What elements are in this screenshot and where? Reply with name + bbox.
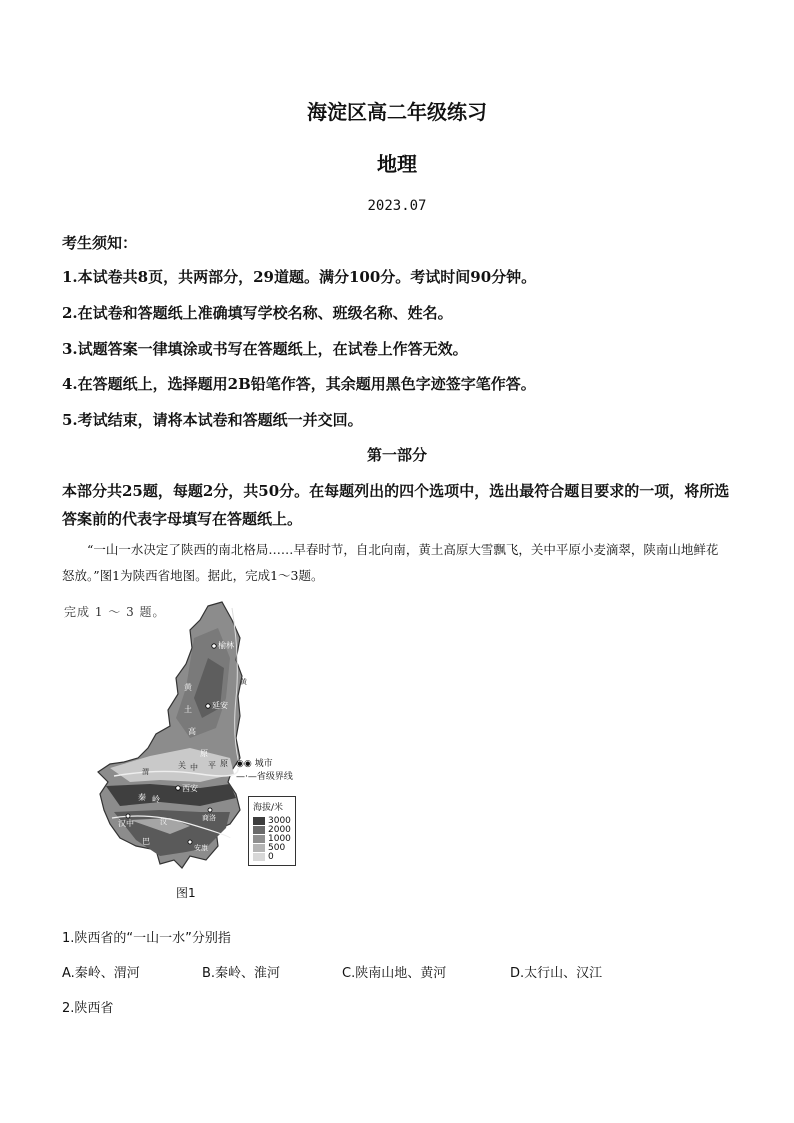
label-river-huang: 黄 [240,678,247,686]
city-symbol-icon: ◉◉ [236,759,252,769]
label-ling: 岭 [152,795,160,804]
label-ankang: 安康 [194,844,208,852]
city-yanan-marker [206,704,210,708]
label-huang: 黄 [184,683,192,692]
city-shangluo-marker [208,808,212,812]
notice-item: 5.考试结束，请将本试卷和答题纸一并交回。 [62,411,363,429]
notice-item: 3.试题答案一律填涂或书写在答题纸上，在试卷上作答无效。 [62,340,468,358]
elev-level-label: 500 [268,842,286,853]
map-legend-symbols [236,758,293,784]
exam-date: 2023.07 [367,198,427,214]
passage-text: “一山一水决定了陕西的南北格局……早春时节，自北向南，黄土高原大雪飘飞，关中平原小麦滴翠，陕南山地鲜花怒放。”图1为陕西省地图。据此，完成1～3题。 [62,542,719,583]
label-shangluo: 商洛 [202,814,216,822]
label-river-han: 汉 [160,818,167,826]
elev-swatch [253,844,265,852]
figure-caption: 图1 [176,886,196,900]
question-option: A.秦岭、渭河 [62,966,140,981]
cropped-fragment-text: 完成 1 ～ 3 题。 [64,605,166,619]
label-qin: 秦 [138,793,146,802]
part-title: 第一部分 [366,446,427,464]
elev-swatch [253,835,265,843]
elev-swatch [253,826,265,834]
elev-level-label: 1000 [268,833,291,844]
question-option: D.太行山、汉江 [510,966,603,981]
label-tu: 土 [184,705,192,714]
elev-swatch [253,817,265,825]
city-ankang-marker [188,840,192,844]
label-ba: 巴 [142,837,150,846]
legend-boundary-label: 省级界线 [256,772,293,782]
city-yulin-marker [212,644,216,648]
elev-level-label: 3000 [268,815,291,826]
boundary-line-icon: —·— [236,772,257,782]
label-yuan: 原 [200,749,208,758]
question-stem: 1.陕西省的“一山一水”分别指 [62,931,231,946]
elev-level-label: 0 [268,851,274,862]
label-zhong: 中 [190,763,198,772]
label-gao: 高 [188,727,196,736]
label-yulin: 榆林 [218,641,234,650]
notice-item: 4.在答题纸上，选择题用2B铅笔作答，其余题用黑色字迹签字笔作答。 [62,375,536,393]
elev-level-label: 2000 [268,824,291,835]
notice-heading: 考生须知： [62,234,138,252]
question-option: C.陕南山地、黄河 [342,966,447,981]
label-xian: 西安 [182,784,198,793]
label-yanan: 延安 [212,701,228,710]
elevation-legend [248,796,296,866]
question-option: B.秦岭、淮河 [202,966,281,981]
exam-title: 海淀区高二年级练习 [307,100,487,124]
city-hanzhong-marker [126,814,130,818]
elev-swatch [253,853,265,861]
notice-item: 1.本试卷共8页，共两部分，29道题。满分100分。考试时间90分钟。 [62,268,537,286]
elevation-legend-title: 海拔/米 [253,803,284,813]
subject-title: 地理 [377,152,417,176]
question-stem: 2.陕西省 [62,1001,114,1016]
legend-city-label: 城市 [254,759,273,769]
label-ping: 平 [208,761,216,770]
label-guan: 关 [178,761,186,770]
label-yuan2: 原 [220,759,228,768]
notice-item: 2.在试卷和答题纸上准确填写学校名称、班级名称、姓名。 [62,304,453,322]
label-river-wei: 渭 [142,768,149,776]
part-intro: 本部分共25题，每题2分，共50分。在每题列出的四个选项中，选出最符合题目要求的一项，将所选答案前的代表字母填写在答题纸上。 [62,482,730,528]
label-hanzhong: 汉中 [118,819,134,828]
city-xian-marker [176,786,180,790]
